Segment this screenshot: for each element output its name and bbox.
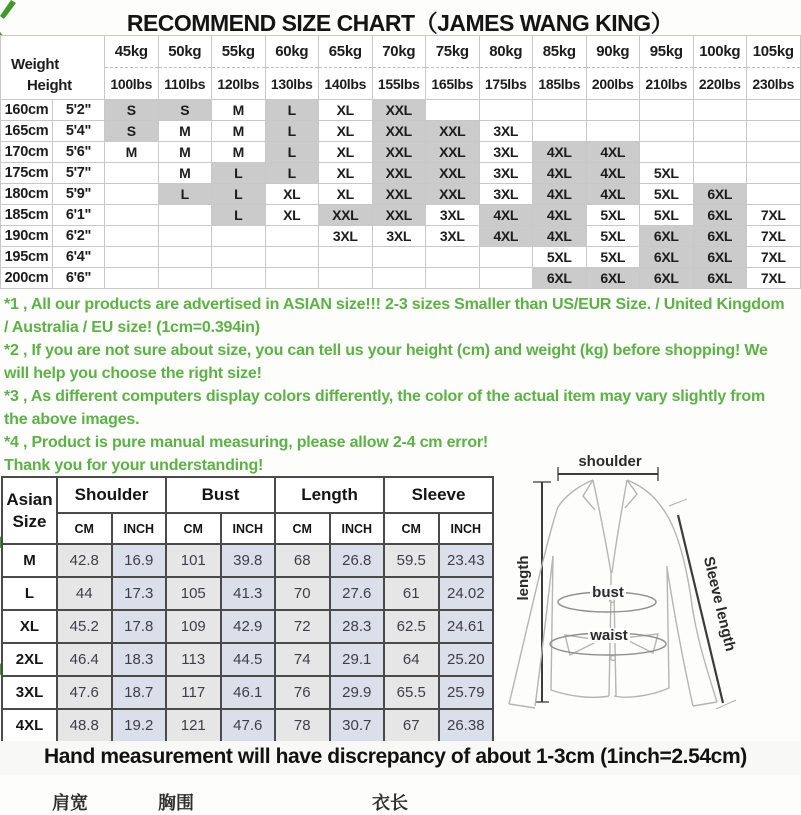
size-cell: 4XL [533,163,587,184]
size-cell: 6XL [640,268,694,289]
size-cell [319,247,373,268]
note-line: the above images. [4,411,140,428]
height-ft-cell: 6'2" [53,226,105,247]
size-cell [212,268,266,289]
size-cell [693,121,747,142]
size-cell [372,268,426,289]
size-cell [479,100,533,121]
size-cell: 6XL [693,184,747,205]
size-cell: 5XL [533,247,587,268]
size-cell: XXL [426,184,480,205]
measure-value-cell: 24.61 [439,610,494,643]
size-cell: 4XL [533,142,587,163]
weight-kg-row [1,36,801,68]
weight-lbs-header: 200lbs [586,68,640,100]
weight-kg-header: 50kg [158,36,212,68]
size-cell [479,268,533,289]
weight-lbs-header: 155lbs [372,68,426,100]
size-cell [212,247,266,268]
size-cell [158,205,212,226]
size-cell [533,100,587,121]
size-cell [640,142,694,163]
measure-value-cell: 70 [275,577,330,610]
measure-value-cell: 26.38 [439,709,494,742]
size-cell [105,163,159,184]
note-line: *3 , As different computers display colors differently, the color of the actual item may vary slightly from [4,388,766,405]
size-cell: XXL [372,100,426,121]
measure-value-cell: 64 [384,643,439,676]
measure-value-cell: 47.6 [221,709,276,742]
height-ft-cell: 5'9" [53,184,105,205]
size-cell: M [158,142,212,163]
size-cell [640,121,694,142]
measure-value-cell: 25.20 [439,643,494,676]
note-line: *2 , If you are not sure about size, you can tell us your height (cm) and weight (kg) before shopping! We [4,342,768,359]
height-cm-cell: 170cm [1,142,53,163]
measure-group-header: Sleeve [384,477,493,513]
size-cell [479,247,533,268]
asian-size-line1: Asian [6,489,53,509]
measure-group-header: Shoulder [57,477,166,513]
table-row [2,709,493,742]
measure-size-cell: L [2,577,57,610]
measure-value-cell: 24.02 [439,577,494,610]
hand-measure-note: Hand measurement will have discrepancy of about 1-3cm (1inch=2.54cm) [0,741,800,775]
measure-value-cell: 76 [275,676,330,709]
size-cell: 4XL [586,142,640,163]
size-cell: XXL [319,205,373,226]
size-cell: L [265,163,319,184]
table-row [1,100,801,121]
size-cell: 5XL [586,226,640,247]
measure-subheader: CM [57,513,112,544]
size-cell: XXL [426,121,480,142]
measure-value-cell: 109 [166,610,221,643]
note-line: will help you choose the right size! [4,365,262,382]
cropped-bottom-labels [0,780,800,813]
corner-height-label: Height [27,76,72,94]
size-cell: 4XL [533,226,587,247]
measure-value-cell: 17.3 [112,577,167,610]
measure-value-cell: 67 [384,709,439,742]
size-cell: XL [319,100,373,121]
weight-lbs-header: 175lbs [479,68,533,100]
measure-value-cell: 30.7 [330,709,385,742]
size-cell [426,247,480,268]
size-cell: L [265,121,319,142]
height-ft-cell: 5'4" [53,121,105,142]
size-cell [747,100,801,121]
size-cell [158,226,212,247]
measure-size-cell: XL [2,610,57,643]
size-cell: M [105,142,159,163]
height-cm-cell: 180cm [1,184,53,205]
size-cell [586,100,640,121]
measure-value-cell: 41.3 [221,577,276,610]
weight-lbs-header: 120lbs [212,68,266,100]
table-row [2,676,493,709]
table-row [2,610,493,643]
size-cell [105,268,159,289]
size-cell [426,100,480,121]
cropped-label: 衣长 [372,793,408,813]
size-cell: S [158,100,212,121]
weight-lbs-header: 140lbs [319,68,373,100]
size-cell [265,268,319,289]
size-cell: 3XL [372,226,426,247]
size-cell: XL [319,184,373,205]
size-cell: 6XL [586,268,640,289]
size-cell: XXL [372,163,426,184]
measure-value-cell: 44.5 [221,643,276,676]
height-ft-cell: 5'2" [53,100,105,121]
size-cell: XXL [372,184,426,205]
height-ft-cell: 6'1" [53,205,105,226]
weight-kg-header: 75kg [426,36,480,68]
size-cell: 4XL [586,163,640,184]
measure-value-cell: 16.9 [112,544,167,577]
measure-group-row [2,477,493,513]
table-row [1,184,801,205]
shoulder-label: shoulder [578,453,642,470]
size-cell: 3XL [426,205,480,226]
size-cell: XL [319,121,373,142]
height-cm-cell: 185cm [1,205,53,226]
measure-group-header: Length [275,477,384,513]
size-cell [265,247,319,268]
measure-value-cell: 26.8 [330,544,385,577]
size-cell [693,163,747,184]
weight-lbs-header: 230lbs [747,68,801,100]
size-cell [747,184,801,205]
size-cell: L [265,100,319,121]
table-row [1,226,801,247]
weight-lbs-header: 130lbs [265,68,319,100]
measure-value-cell: 117 [166,676,221,709]
table-row [2,577,493,610]
height-cm-cell: 165cm [1,121,53,142]
weight-kg-header: 85kg [533,36,587,68]
table-row [1,163,801,184]
measure-value-cell: 74 [275,643,330,676]
measure-value-cell: 46.4 [57,643,112,676]
size-cell: XXL [426,163,480,184]
size-cell [747,163,801,184]
size-cell: 4XL [479,226,533,247]
size-cell: XXL [426,142,480,163]
size-cell: S [105,100,159,121]
measure-value-cell: 42.8 [57,544,112,577]
size-cell: 3XL [319,226,373,247]
weight-kg-header: 90kg [586,36,640,68]
size-cell: 3XL [479,184,533,205]
measure-value-cell: 101 [166,544,221,577]
cropped-label: 肩宽 [52,793,88,813]
size-cell [747,142,801,163]
weight-lbs-header: 165lbs [426,68,480,100]
size-cell: 5XL [640,163,694,184]
size-cell: 3XL [426,226,480,247]
table-row [1,268,801,289]
weight-lbs-header: 185lbs [533,68,587,100]
size-cell: XL [319,163,373,184]
size-cell [158,247,212,268]
size-cell: 7XL [747,247,801,268]
size-cell: 5XL [586,205,640,226]
height-cm-cell: 175cm [1,163,53,184]
weight-height-corner-cell [1,36,105,100]
height-ft-cell: 6'4" [53,247,105,268]
length-label: length [515,555,532,601]
size-cell [372,247,426,268]
measurement-table [1,476,494,743]
size-cell [319,268,373,289]
size-cell: XXL [372,142,426,163]
measure-value-cell: 18.3 [112,643,167,676]
weight-lbs-row [1,68,801,100]
size-cell: M [212,100,266,121]
size-cell: 6XL [693,247,747,268]
weight-lbs-header: 110lbs [158,68,212,100]
size-cell: L [158,184,212,205]
measure-size-cell: 4XL [2,709,57,742]
size-cell: XXL [372,205,426,226]
size-grid-body [1,100,801,289]
size-cell [105,226,159,247]
measure-value-cell: 113 [166,643,221,676]
size-cell: 5XL [640,184,694,205]
measure-subheader: INCH [221,513,276,544]
measure-value-cell: 78 [275,709,330,742]
size-cell: L [212,184,266,205]
jacket-measure-diagram [495,438,800,743]
measure-size-cell: 2XL [2,643,57,676]
size-cell [693,142,747,163]
weight-lbs-header: 100lbs [105,68,159,100]
corner-weight-label: Weight [11,55,59,73]
height-ft-cell: 5'6" [53,142,105,163]
measure-subheader: CM [275,513,330,544]
measure-size-cell: M [2,544,57,577]
measure-value-cell: 18.7 [112,676,167,709]
size-cell: 6XL [533,268,587,289]
size-cell: XL [319,142,373,163]
bust-label: bust [592,584,624,601]
weight-kg-header: 105kg [747,36,801,68]
measure-subheader: CM [384,513,439,544]
size-cell: 5XL [640,205,694,226]
measure-value-cell: 121 [166,709,221,742]
measure-value-cell: 27.6 [330,577,385,610]
height-ft-cell: 6'6" [53,268,105,289]
size-cell: M [158,121,212,142]
table-row [1,205,801,226]
size-cell [105,184,159,205]
measure-group-header: Bust [166,477,275,513]
measure-value-cell: 45.2 [57,610,112,643]
size-cell: 7XL [747,205,801,226]
size-cell [105,205,159,226]
weight-kg-header: 60kg [265,36,319,68]
size-cell: M [212,142,266,163]
waist-label: waist [590,627,628,644]
size-cell: 4XL [586,184,640,205]
height-cm-cell: 200cm [1,268,53,289]
measure-body [2,544,493,742]
size-cell: S [105,121,159,142]
size-recommendation-table [0,35,801,289]
size-cell: 6XL [693,268,747,289]
size-cell [158,268,212,289]
size-cell: XL [265,184,319,205]
size-cell: XL [265,205,319,226]
size-cell [586,121,640,142]
measure-size-cell: 3XL [2,676,57,709]
sleeve-length-label: Sleeve length [699,554,739,653]
size-cell: 4XL [533,184,587,205]
size-cell: 3XL [479,163,533,184]
height-cm-cell: 195cm [1,247,53,268]
size-cell: 3XL [479,121,533,142]
size-cell [640,100,694,121]
weight-kg-header: 45kg [105,36,159,68]
measure-value-cell: 61 [384,577,439,610]
measure-value-cell: 47.6 [57,676,112,709]
size-cell: 4XL [533,205,587,226]
size-cell [426,268,480,289]
size-cell [533,121,587,142]
table-row [2,643,493,676]
size-cell: M [212,121,266,142]
measure-value-cell: 23.43 [439,544,494,577]
measure-value-cell: 42.9 [221,610,276,643]
measure-value-cell: 105 [166,577,221,610]
asian-size-line2: Size [12,511,47,531]
table-row [1,247,801,268]
measure-subheader: CM [166,513,221,544]
height-cm-cell: 190cm [1,226,53,247]
size-cell: 6XL [693,205,747,226]
weight-kg-header: 55kg [212,36,266,68]
weight-lbs-header: 220lbs [693,68,747,100]
size-cell: 3XL [479,142,533,163]
size-cell: 6XL [640,247,694,268]
measure-value-cell: 68 [275,544,330,577]
page-title: RECOMMEND SIZE CHART（JAMES WANG KING） [126,10,674,36]
measure-value-cell: 28.3 [330,610,385,643]
measure-value-cell: 44 [57,577,112,610]
measure-value-cell: 39.8 [221,544,276,577]
measure-sub-row [2,513,493,544]
note-line: *4 , Product is pure manual measuring, please allow 2-4 cm error! [4,434,489,451]
weight-kg-header: 95kg [640,36,694,68]
size-cell [693,100,747,121]
measure-value-cell: 72 [275,610,330,643]
measure-subheader: INCH [112,513,167,544]
size-cell: 5XL [586,247,640,268]
measure-subheader: INCH [330,513,385,544]
measure-value-cell: 29.9 [330,676,385,709]
size-cell: 7XL [747,226,801,247]
weight-lbs-header: 210lbs [640,68,694,100]
asian-size-header [2,477,57,544]
size-cell [747,121,801,142]
measure-value-cell: 65.5 [384,676,439,709]
table-row [2,544,493,577]
measure-value-cell: 29.1 [330,643,385,676]
measure-value-cell: 48.8 [57,709,112,742]
measure-subheader: INCH [439,513,494,544]
weight-kg-header: 70kg [372,36,426,68]
weight-kg-header: 80kg [479,36,533,68]
size-cell: XXL [372,121,426,142]
size-cell: L [212,163,266,184]
measure-value-cell: 62.5 [384,610,439,643]
size-cell: 7XL [747,268,801,289]
size-cell: L [212,205,266,226]
measure-value-cell: 19.2 [112,709,167,742]
measure-value-cell: 25.79 [439,676,494,709]
size-cell: 6XL [693,226,747,247]
height-ft-cell: 5'7" [53,163,105,184]
weight-kg-header: 65kg [319,36,373,68]
size-cell: M [158,163,212,184]
size-cell: L [265,142,319,163]
height-cm-cell: 160cm [1,100,53,121]
note-line: / Australia / EU size! (1cm=0.394in) [4,319,260,336]
weight-kg-header: 100kg [693,36,747,68]
note-line: *1 , All our products are advertised in ASIAN size!!! 2-3 sizes Smaller than US/EUR Size. / United Kingdom [4,296,785,313]
size-cell [212,226,266,247]
size-cell: 4XL [479,205,533,226]
measure-value-cell: 46.1 [221,676,276,709]
size-cell [105,247,159,268]
measure-value-cell: 17.8 [112,610,167,643]
note-line: Thank you for your understanding! [4,457,264,474]
size-cell: 6XL [640,226,694,247]
cropped-label: 胸围 [158,793,194,813]
size-cell [265,226,319,247]
table-row [1,121,801,142]
measure-value-cell: 59.5 [384,544,439,577]
table-row [1,142,801,163]
